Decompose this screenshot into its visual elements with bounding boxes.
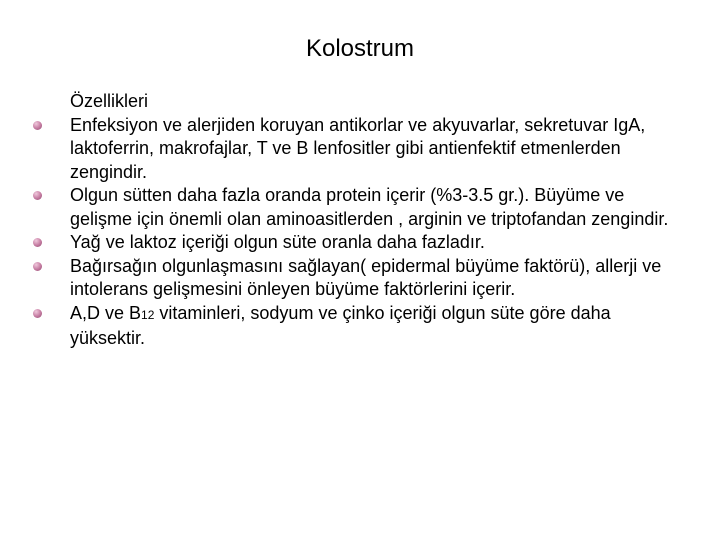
bullet-text-before: A,D ve B	[70, 302, 142, 323]
bullet-dot-icon	[33, 121, 42, 130]
bullet-item	[70, 255, 690, 302]
subscript-12: 12	[141, 307, 155, 322]
slide-content	[70, 90, 690, 351]
bullet-list	[70, 114, 690, 351]
bullet-dot-icon	[33, 309, 42, 318]
bullet-text: Bağırsağın olgunlaşmasını sağlayan( epidermal büyüme faktörü), allerji ve intolerans gelişmesini önleyen büyüme faktörlerini içerir.	[70, 255, 662, 299]
bullet-dot-icon	[33, 262, 42, 271]
bullet-dot-icon	[33, 238, 42, 247]
bullet-text: Enfeksiyon ve alerjiden koruyan antikorlar ve akyuvarlar, sekretuvar IgA, laktoferrin, makrofajlar, T ve B lenfositler gibi antienfektif etmenlerden zengindir.	[70, 114, 646, 182]
bullet-text: Olgun sütten daha fazla oranda protein içerir (%3-3.5 gr.). Büyüme ve gelişme için önemli olan aminoasitlerden , arginin ve triptofandan zengindir.	[70, 185, 669, 229]
subheading: Özellikleri	[70, 91, 149, 111]
bullet-item	[70, 184, 690, 231]
bullet-item	[70, 231, 690, 255]
bullet-text-after: vitaminleri, sodyum ve çinko içeriği olgun süte göre daha yüksektir.	[70, 302, 611, 348]
bullet-text: Yağ ve laktoz içeriği olgun süte oranla daha fazladır.	[70, 232, 485, 252]
bullet-dot-icon	[33, 191, 42, 200]
slide-title: Kolostrum	[305, 35, 415, 62]
bullet-item	[70, 302, 690, 351]
bullet-item	[70, 114, 690, 185]
